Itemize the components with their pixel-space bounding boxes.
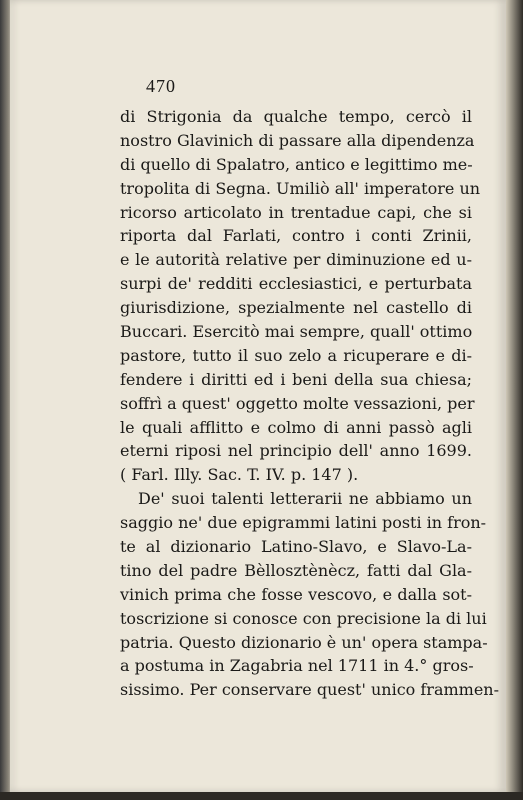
text-line: sissimo. Per conservare quest' unico frammen- xyxy=(120,680,499,700)
text-line: surpi de' redditi ecclesiastici, e perturbata xyxy=(120,274,472,294)
text-line: saggio ne' due epigrammi latini posti in fron- xyxy=(120,513,487,533)
text-line: nostro Glavinich di passare alla dipendenza xyxy=(120,130,475,150)
text-line: tropolita di Segna. Umiliò all' imperatore un xyxy=(120,178,481,198)
text-line: di quello di Spalatro, antico e legittimo me- xyxy=(120,154,473,174)
text-line: soffrì a quest' oggetto molte vessazioni, per xyxy=(120,393,475,413)
text-line: riporta dal Farlati, contro i conti Zrinii, xyxy=(120,226,472,246)
text-line: tino del padre Bèllosztènècz, fatti dal Gla- xyxy=(120,560,472,580)
text-line: vinich prima che fosse vescovo, e dalla sot- xyxy=(120,584,472,604)
bottom-edge-shadow xyxy=(0,792,523,800)
page-text-block xyxy=(120,70,499,702)
page-number: 470 xyxy=(146,76,176,96)
text-line: ricorso articolato in trentadue capi, che si xyxy=(120,202,472,222)
text-line: eterni riposi nel principio dell' anno 1699. xyxy=(120,441,472,461)
text-line: di Strigonia da qualche tempo, cercò il xyxy=(120,107,472,126)
text-line: toscrizione si conosce con precisione la di lui xyxy=(120,608,487,628)
text-line: fendere i diritti ed i beni della sua chiesa; xyxy=(120,369,472,389)
text-line: De' suoi talenti letterarii ne abbiamo un xyxy=(138,489,472,509)
text-line: pastore, tutto il suo zelo a ricuperare e di- xyxy=(120,345,472,365)
text-line: te al dizionario Latino-Slavo, e Slavo-La- xyxy=(120,537,472,557)
page-edge-shadow xyxy=(506,0,523,800)
text-line: giurisdizione, spezialmente nel castello di xyxy=(120,298,472,318)
text-line: e le autorità relative per diminuzione ed u- xyxy=(120,250,472,270)
text-line: a postuma in Zagabria nel 1711 in 4.° gros- xyxy=(120,656,474,676)
text-line: le quali afflitto e colmo di anni passò agli xyxy=(120,417,472,437)
text-line: Buccari. Esercitò mai sempre, quall' ottimo xyxy=(120,322,473,342)
text-line: ( Farl. Illy. Sac. T. IV. p. 147 ). xyxy=(120,465,359,485)
text-line: patria. Questo dizionario è un' opera stampa- xyxy=(120,632,488,652)
